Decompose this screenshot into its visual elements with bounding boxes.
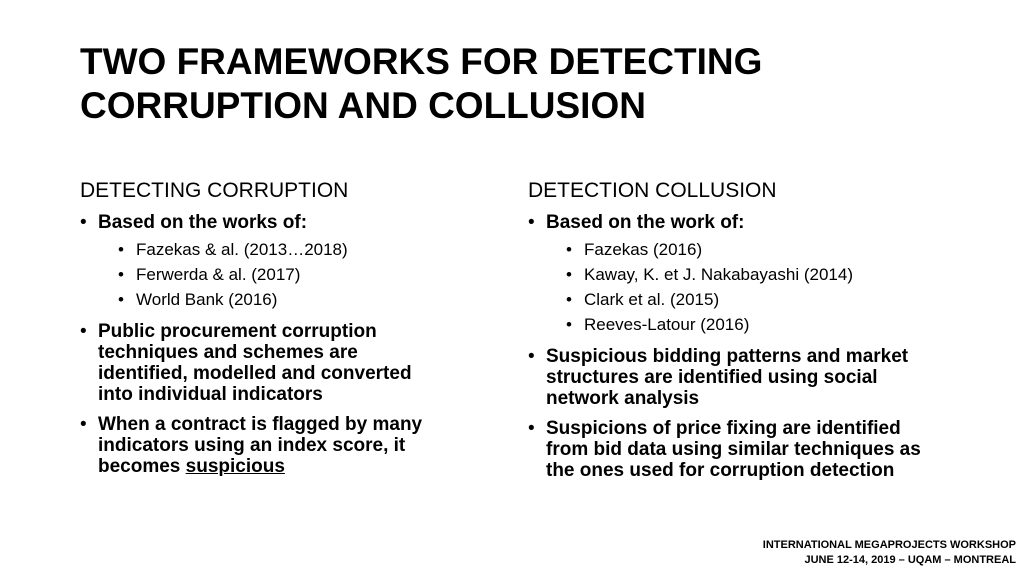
left-based-on-text: Based on the works of: [98,212,308,233]
left-point-2-text: When a contract is flagged by many indicators using an index score, it becomes [98,414,423,477]
bullet-icon: • [118,290,124,309]
list-item [118,237,450,262]
list-item [118,287,450,312]
list-item [566,237,948,262]
reference-text: Fazekas (2016) [584,240,703,259]
list-item [80,414,450,477]
left-references-list [98,237,450,312]
right-references-list [546,237,948,337]
slide-title-line-2: CORRUPTION AND COLLUSION [80,85,646,126]
left-bullet-list [80,212,450,477]
left-point-2-emphasis: suspicious [185,456,285,477]
bullet-icon: • [528,418,535,439]
list-item [566,287,948,312]
left-column [80,178,450,486]
bullet-icon: • [566,265,572,284]
bullet-icon: • [118,265,124,284]
list-item [118,262,450,287]
bullet-icon: • [528,346,535,367]
right-point-2-text: Suspicions of price fixing are identified from bid data using similar techniques as the ones used for corruption detection [546,418,921,481]
left-column-heading: DETECTING CORRUPTION [80,179,349,202]
right-column [528,178,948,490]
bullet-icon: • [118,240,124,259]
reference-text: Fazekas & al. (2013…2018) [136,240,348,259]
list-item [528,418,948,481]
list-item [566,312,948,337]
bullet-icon: • [80,321,87,342]
footer-line-1: INTERNATIONAL MEGAPROJECTS WORKSHOP [762,539,1016,551]
bullet-icon: • [566,290,572,309]
right-bullet-list [528,212,948,481]
bullet-icon: • [80,212,87,233]
reference-text: Reeves-Latour (2016) [584,315,750,334]
slide-footer [763,538,1016,568]
reference-text: Clark et al. (2015) [584,290,720,309]
list-item [80,321,450,405]
list-item [80,212,450,312]
list-item [528,346,948,409]
footer-line-2: JUNE 12-14, 2019 – UQAM – MONTREAL [804,554,1016,566]
bullet-icon: • [566,240,572,259]
bullet-icon: • [528,212,535,233]
bullet-icon: • [566,315,572,334]
right-point-1-text: Suspicious bidding patterns and market structures are identified using social network analysis [546,346,909,409]
reference-text: Kaway, K. et J. Nakabayashi (2014) [584,265,853,284]
reference-text: World Bank (2016) [136,290,278,309]
left-point-1-text: Public procurement corruption techniques and schemes are identified, modelled and converted into individual indicators [98,321,412,405]
slide-title [80,40,960,128]
right-based-on-text: Based on the work of: [546,212,745,233]
list-item [528,212,948,337]
slide-title-line-1: TWO FRAMEWORKS FOR DETECTING [80,41,763,82]
list-item [566,262,948,287]
bullet-icon: • [80,414,87,435]
reference-text: Ferwerda & al. (2017) [136,265,301,284]
right-column-heading: DETECTION COLLUSION [528,179,777,202]
